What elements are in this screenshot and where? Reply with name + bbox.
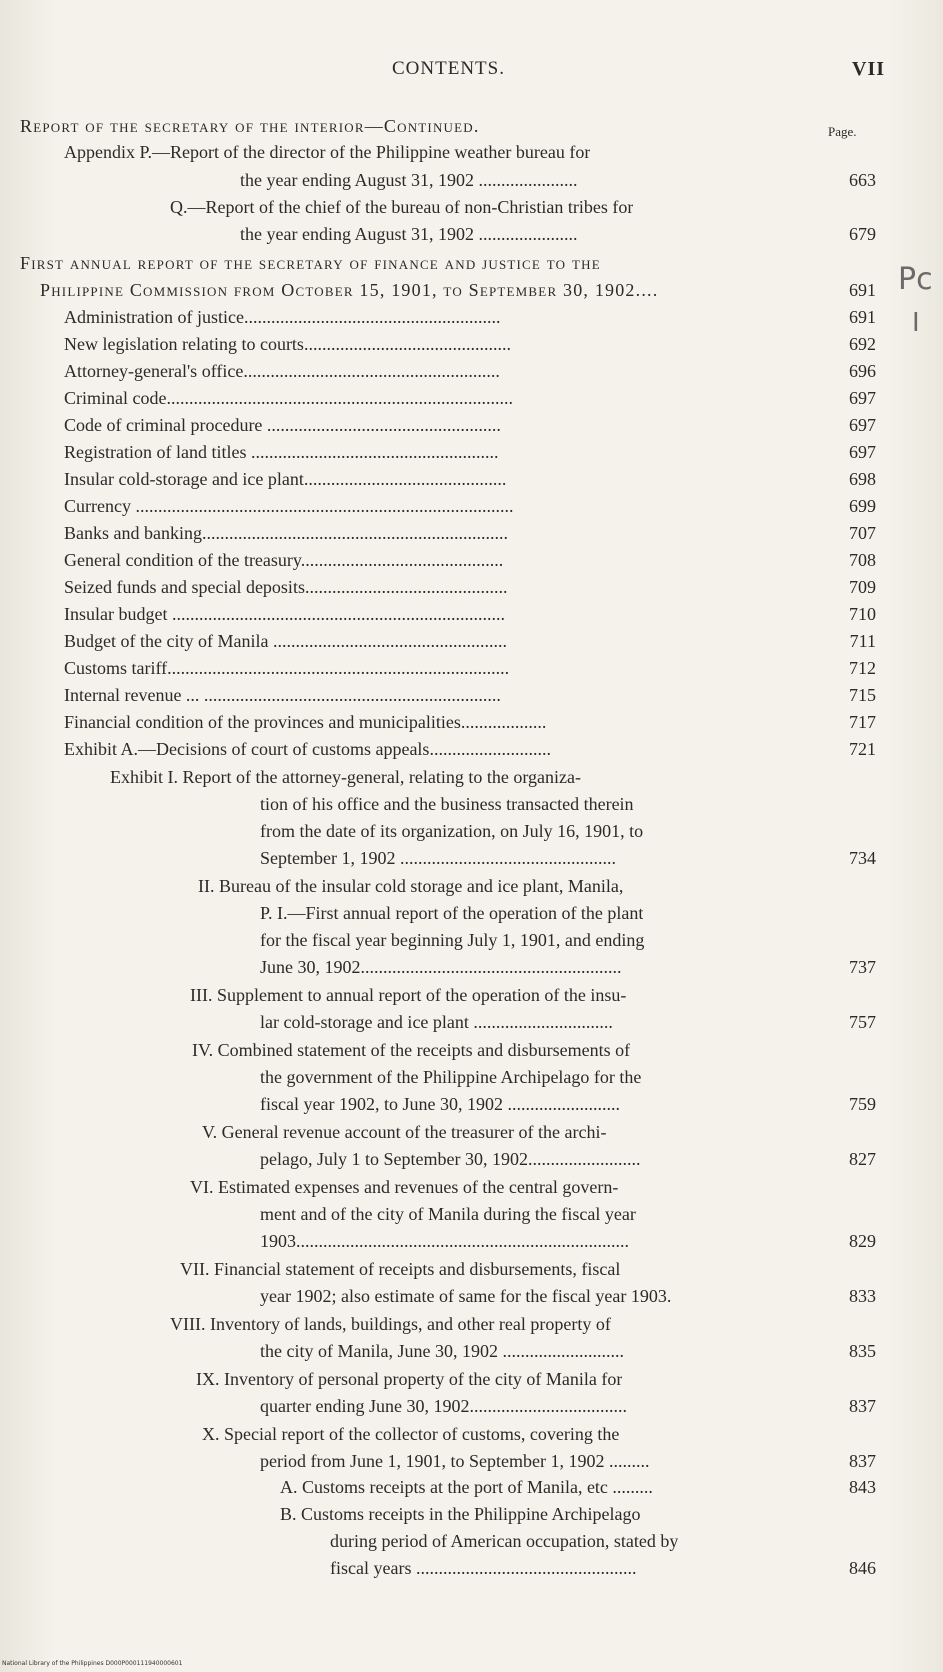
toc-entry-title: the year ending August 31, 1902 ...................... — [240, 224, 578, 244]
toc-entry-title: III. Supplement to annual report of the operation of the insu- — [190, 985, 627, 1005]
toc-entry-page: 717 — [849, 712, 876, 732]
toc-entry-title: Registration of land titles ....................................................... — [64, 442, 499, 462]
toc-entry-title: Q.—Report of the chief of the bureau of non-Christian tribes for — [170, 197, 634, 217]
toc-entry-page: 833 — [849, 1286, 876, 1306]
footer-credit: National Library of the Philippines D000P000111940000601 — [2, 1660, 183, 1667]
toc-entry-title: pelago, July 1 to September 30, 1902......................... — [260, 1149, 641, 1169]
toc-entry-page: 691 — [849, 307, 876, 327]
toc-entry-page: 759 — [849, 1094, 876, 1114]
toc-entry-title: Currency .................................................................................... — [64, 496, 514, 516]
toc-entry-page: 710 — [849, 604, 876, 624]
toc-entry-page: 699 — [849, 496, 876, 516]
toc-entry-page: 697 — [849, 415, 876, 435]
toc-entry-title: Insular cold-storage and ice plant............................................. — [64, 469, 507, 489]
toc-entry-title: the city of Manila, June 30, 1902 ........................... — [260, 1341, 624, 1361]
toc-entry-title: Appendix P.—Report of the director of the Philippine weather bureau for — [64, 142, 591, 162]
toc-entry-title: Code of criminal procedure .................................................... — [64, 415, 501, 435]
toc-entry-page: 837 — [849, 1451, 876, 1471]
toc-entry-title: Seized funds and special deposits............................................. — [64, 577, 508, 597]
toc-entry-title: September 1, 1902 ................................................ — [260, 848, 616, 868]
toc-entry-title: VI. Estimated expenses and revenues of the central govern- — [190, 1177, 619, 1197]
toc-entry-page: 757 — [849, 1012, 876, 1032]
toc-entry-page: 837 — [849, 1396, 876, 1416]
toc-entry-page: 663 — [849, 170, 876, 190]
toc-entry-title: tion of his office and the business transacted therein — [260, 794, 634, 814]
toc-entry-page: 737 — [849, 957, 876, 977]
toc-entry-page: 711 — [849, 631, 876, 651]
toc-entry-page: 698 — [849, 469, 876, 489]
toc-entry-title: New legislation relating to courts.............................................. — [64, 334, 511, 354]
toc-entry-page: 846 — [849, 1558, 876, 1578]
toc-entry-title: year 1902; also estimate of same for the fiscal year 1903. — [260, 1286, 672, 1306]
toc-entry-title: Exhibit A.—Decisions of court of customs appeals........................... — [64, 739, 551, 759]
toc-entry-title: IV. Combined statement of the receipts and disbursements of — [192, 1040, 631, 1060]
toc-entry-title: the government of the Philippine Archipelago for the — [260, 1067, 642, 1087]
toc-entry-title: Customs tariff............................................................................ — [64, 658, 510, 678]
toc-entry-title: Financial condition of the provinces and municipalities................... — [64, 712, 547, 732]
toc-entry-title: June 30, 1902.......................................................... — [260, 957, 622, 977]
toc-entry-page: 835 — [849, 1341, 876, 1361]
toc-entry-page: 679 — [849, 224, 876, 244]
toc-entry-page: 709 — [849, 577, 876, 597]
toc-entry-title: Exhibit I. Report of the attorney-general, relating to the organiza- — [110, 767, 581, 787]
toc-entry-title: Administration of justice......................................................... — [64, 307, 501, 327]
toc-entry-page: 696 — [849, 361, 876, 381]
toc-entry-title: quarter ending June 30, 1902................................... — [260, 1396, 627, 1416]
toc-entry-title: X. Special report of the collector of customs, covering the — [202, 1424, 620, 1444]
running-header-title: CONTENTS. — [392, 58, 505, 79]
page-number: VII — [852, 58, 886, 80]
page-column-label: Page. — [828, 124, 857, 139]
toc-entry-title: B. Customs receipts in the Philippine Archipelago — [280, 1504, 641, 1524]
toc-entry-title: Philippine Commission from October 15, 1901, to September 30, 1902.... — [40, 280, 659, 300]
toc-entry-title: V. General revenue account of the treasurer of the archi- — [202, 1122, 607, 1142]
toc-entry-title: 1903.......................................................................... — [260, 1231, 629, 1251]
toc-entry-page: 715 — [849, 685, 876, 705]
toc-entry-page: 829 — [849, 1231, 876, 1251]
toc-entry-title: Report of the secretary of the interior—Continued. — [20, 116, 480, 136]
toc-entry-title: General condition of the treasury............................................. — [64, 550, 504, 570]
toc-entry-title: P. I.—First annual report of the operation of the plant — [260, 903, 644, 923]
toc-entry-title: VII. Financial statement of receipts and disbursements, fiscal — [180, 1259, 621, 1279]
toc-entry-title: Insular budget .......................................................................... — [64, 604, 505, 624]
toc-entry-title: ment and of the city of Manila during the fiscal year — [260, 1204, 636, 1224]
toc-entry-title: II. Bureau of the insular cold storage and ice plant, Manila, — [198, 876, 624, 896]
toc-entry-page: 697 — [849, 442, 876, 462]
toc-entry-title: during period of American occupation, stated by — [330, 1531, 679, 1551]
toc-entry-title: Banks and banking.................................................................... — [64, 523, 508, 543]
toc-entry-title: Criminal code............................................................................. — [64, 388, 513, 408]
toc-entry-page: 827 — [849, 1149, 876, 1169]
toc-entry-page: 843 — [849, 1477, 876, 1497]
toc-entry-title: lar cold-storage and ice plant ............................... — [260, 1012, 613, 1032]
toc-entry-page: 708 — [849, 550, 876, 570]
toc-entry-page: 712 — [849, 658, 876, 678]
toc-entry-title: fiscal year 1902, to June 30, 1902 ......................... — [260, 1094, 620, 1114]
toc-entry-title: Attorney-general's office......................................................... — [64, 361, 500, 381]
toc-entry-title: A. Customs receipts at the port of Manila, etc ......... — [280, 1477, 653, 1497]
toc-entry-title: fiscal years ................................................. — [330, 1558, 637, 1578]
toc-entry-title: First annual report of the secretary of finance and justice to the — [20, 253, 601, 273]
toc-entry-title: VIII. Inventory of lands, buildings, and other real property of — [170, 1314, 611, 1334]
toc-entry-title: the year ending August 31, 1902 ...................... — [240, 170, 578, 190]
margin-pencil-mark: Pc — [898, 262, 933, 297]
toc-entry-page: 691 — [849, 280, 876, 300]
toc-entry-title: period from June 1, 1901, to September 1, 1902 ......... — [260, 1451, 650, 1471]
toc-entry-page: 721 — [849, 739, 876, 759]
toc-entry-page: 697 — [849, 388, 876, 408]
toc-entry-page: 692 — [849, 334, 876, 354]
toc-entry-page: 707 — [849, 523, 876, 543]
toc-entry-title: from the date of its organization, on July 16, 1901, to — [260, 821, 644, 841]
toc-entry-page: 734 — [849, 848, 876, 868]
toc-entry-title: for the fiscal year beginning July 1, 1901, and ending — [260, 930, 645, 950]
toc-entry-title: Internal revenue ... .................................................................. — [64, 685, 501, 705]
toc-entry-title: IX. Inventory of personal property of the city of Manila for — [196, 1369, 623, 1389]
margin-pencil-mark: I — [912, 308, 920, 338]
toc-entry-title: Budget of the city of Manila .................................................... — [64, 631, 507, 651]
